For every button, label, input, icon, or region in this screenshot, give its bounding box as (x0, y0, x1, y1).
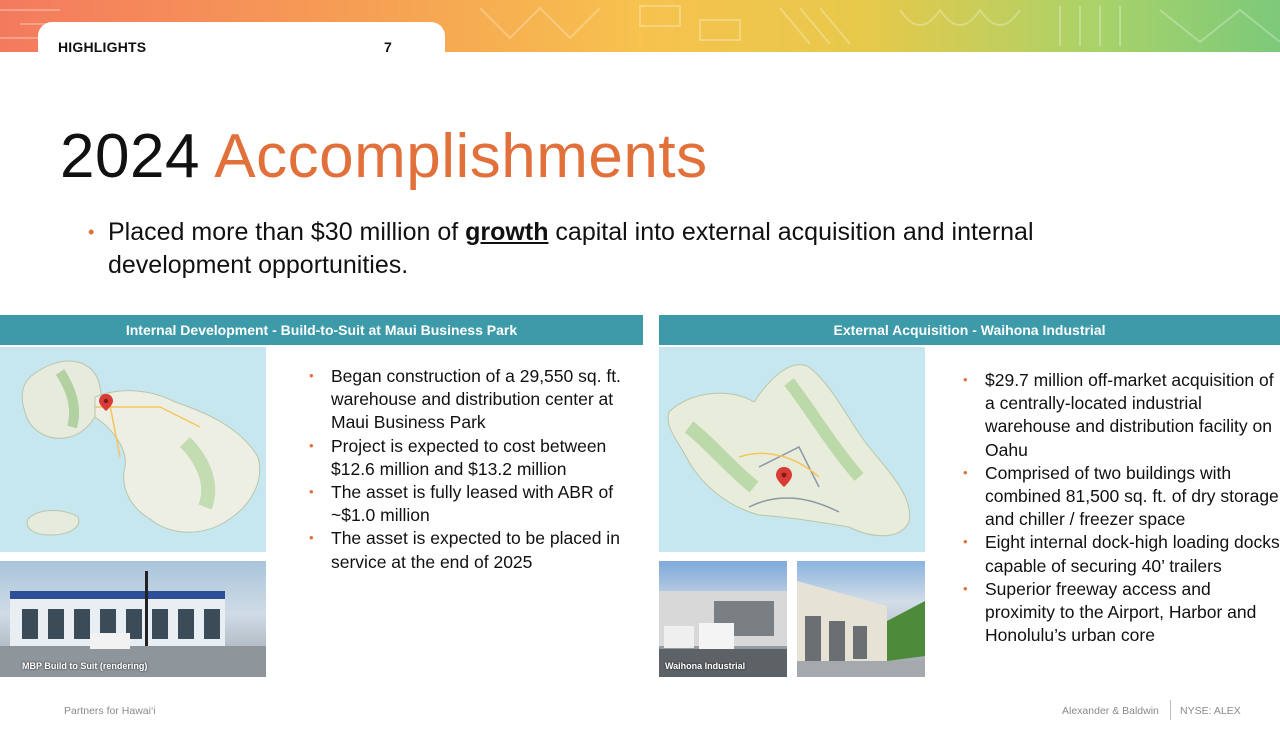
maui-map (0, 347, 266, 552)
left-bullets (307, 365, 642, 574)
bullet-dot: • (88, 222, 95, 242)
right-bullet: • Superior freeway access and proximity to the Airport, Harbor and Honolulu’s urban core (961, 578, 1280, 648)
left-panel-header: Internal Development - Build-to-Suit at Maui Business Park (0, 315, 643, 345)
footer-company: Alexander & Baldwin (1062, 705, 1159, 717)
main-bullet-highlight: growth (465, 218, 549, 246)
footer-tagline: Partners for Hawai‘i (64, 705, 156, 717)
page-number: 7 (384, 39, 392, 55)
oahu-map (659, 347, 925, 552)
right-bullet: • Comprised of two buildings with combined 81,500 sq. ft. of dry storage and chiller / freezer space (961, 462, 1280, 532)
page-title (60, 118, 708, 196)
footer-ticker: NYSE: ALEX (1180, 705, 1241, 717)
right-bullet: • $29.7 million off-market acquisition of a centrally-located industrial warehouse and distribution facility on Oahu (961, 369, 1280, 462)
title-year: 2024 (60, 122, 200, 191)
main-bullet (88, 216, 1168, 282)
left-bullet: • The asset is fully leased with ABR of ~$1.0 million (307, 481, 642, 527)
main-bullet-after: capital into external acquisition and internal development opportunities. (108, 218, 1034, 279)
right-panel-header: External Acquisition - Waihona Industrial (659, 315, 1280, 345)
right-bullet: • Eight internal dock-high loading docks capable of securing 40’ trailers (961, 531, 1280, 577)
waihona-photo-2 (797, 561, 925, 677)
maui-photo-caption: MBP Build to Suit (rendering) (22, 661, 148, 671)
title-accent: Accomplishments (214, 122, 708, 191)
main-bullet-before: Placed more than $30 million of (108, 218, 466, 246)
section-label: HIGHLIGHTS (58, 39, 147, 55)
right-bullets (961, 369, 1280, 647)
left-bullet: • Began construction of a 29,550 sq. ft. warehouse and distribution center at Maui Business Park (307, 365, 642, 435)
footer-divider (1170, 700, 1171, 720)
waihona-photo-caption: Waihona Industrial (665, 661, 746, 671)
main-bullet-text (88, 216, 1168, 282)
maui-rendering-photo (0, 561, 266, 677)
waihona-photo-1 (659, 561, 787, 677)
left-bullet: • The asset is expected to be placed in service at the end of 2025 (307, 527, 642, 573)
left-bullet: • Project is expected to cost between $12.6 million and $13.2 million (307, 435, 642, 481)
